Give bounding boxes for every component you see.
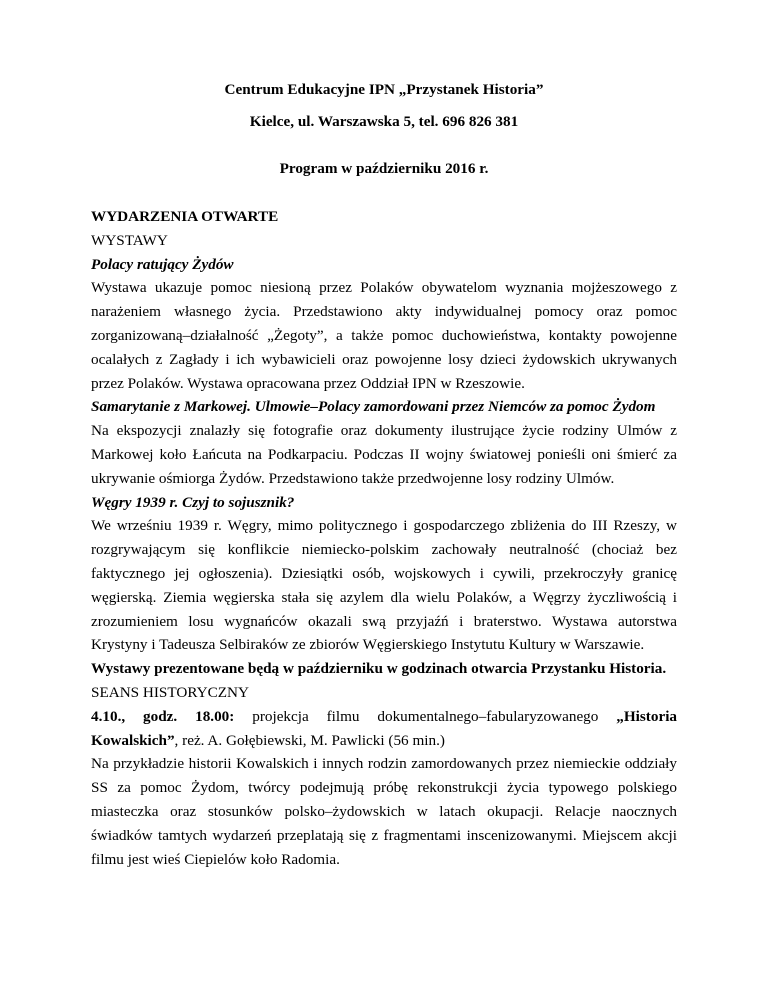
org-heading: Centrum Edukacyjne IPN „Przystanek Historia”: [224, 81, 544, 98]
screening-entry: [91, 705, 677, 753]
exhibition-title: Samarytanie z Markowej. Ulmowie–Polacy zamordowani przez Niemców za pomoc Żydom: [91, 398, 656, 416]
film-credits: , reż. A. Gołębiewski, M. Pawlicki (56 min.): [174, 731, 445, 749]
exhibition-title: Węgry 1939 r. Czyj to sojusznik?: [91, 493, 295, 511]
film-title: „Historia Kowalskich”: [91, 707, 678, 749]
exhibition-title: Polacy ratujący Żydów: [91, 255, 234, 273]
exhibition-description: Wystawa ukazuje pomoc niesioną przez Polaków obywatelom wyznania mojżeszowego z narażeniem własnego życia. Przedstawiono akty indywidualnej pomocy oraz pomoc zorganizowaną–działalność „Żegoty”, a także pomoc duchowieństwa, kontakty powojenne ocalałych z Zagłady i ich wybawicieli oraz powojenne losy dzieci żydowskich ukrywanych przez Polaków. Wystawa opracowana przez Oddział IPN w Rzeszowie.: [91, 279, 677, 392]
exhibition-description: Na ekspozycji znalazły się fotografie oraz dokumenty ilustrujące życie rodziny Ulmów z Markowej koło Łańcuta na Podkarpaciu. Podczas II wojny światowej ponieśli oni śmierć za ukrywanie ośmiorga Żydów. Przedstawiono także przedwojenne losy rodziny Ulmów.: [91, 422, 677, 487]
exhibitions-label: WYSTAWY: [91, 231, 168, 249]
section-title: WYDARZENIA OTWARTE: [91, 207, 279, 225]
program-heading: Program w październiku 2016 r.: [279, 160, 489, 178]
screening-label: SEANS HISTORYCZNY: [91, 683, 249, 701]
exhibition-description: We wrześniu 1939 r. Węgry, mimo politycznego i gospodarczego zbliżenia do III Rzeszy, w rozgrywającym się konflikcie niemiecko-polskim zachowały neutralność (chociaż bez faktycznego jej ogłoszenia). Dziesiątki osób, wojskowych i cywili, przekroczyły granicę węgierską. Ziemia węgierska stała się azylem dla wielu Polaków, a Węgrzy życzliwością i zrozumieniem losu wygnańców okazali swą przyjaźń i braterstwo. Wystawa autorstwa Krystyny i Tadeusza Selbiraków ze zbiorów Węgierskiego Instytutu Kultury w Warszawie.: [91, 517, 677, 654]
address-heading: Kielce, ul. Warszawska 5, tel. 696 826 381: [249, 112, 519, 130]
screening-intro: projekcja filmu dokumentalnego–fabularyzowanego: [234, 707, 617, 725]
exhibitions-note: Wystawy prezentowane będą w październiku w godzinach otwarcia Przystanku Historia.: [91, 660, 667, 678]
screening-description: Na przykładzie historii Kowalskich i innych rodzin zamordowanych przez niemieckie oddziały SS za pomoc Żydom, twórcy podejmują próbę rekonstrukcji życia typowego polskiego miasteczka oraz stosunków polsko–żydowskich w latach okupacji. Relacje naocznych świadków tamtych wydarzeń przeplatają się z fragmentami inscenizowanymi. Miejscem akcji filmu jest wieś Ciepielów koło Radomia.: [91, 755, 677, 868]
screening-datetime: 4.10., godz. 18.00:: [91, 707, 235, 725]
document-page: [91, 78, 677, 871]
